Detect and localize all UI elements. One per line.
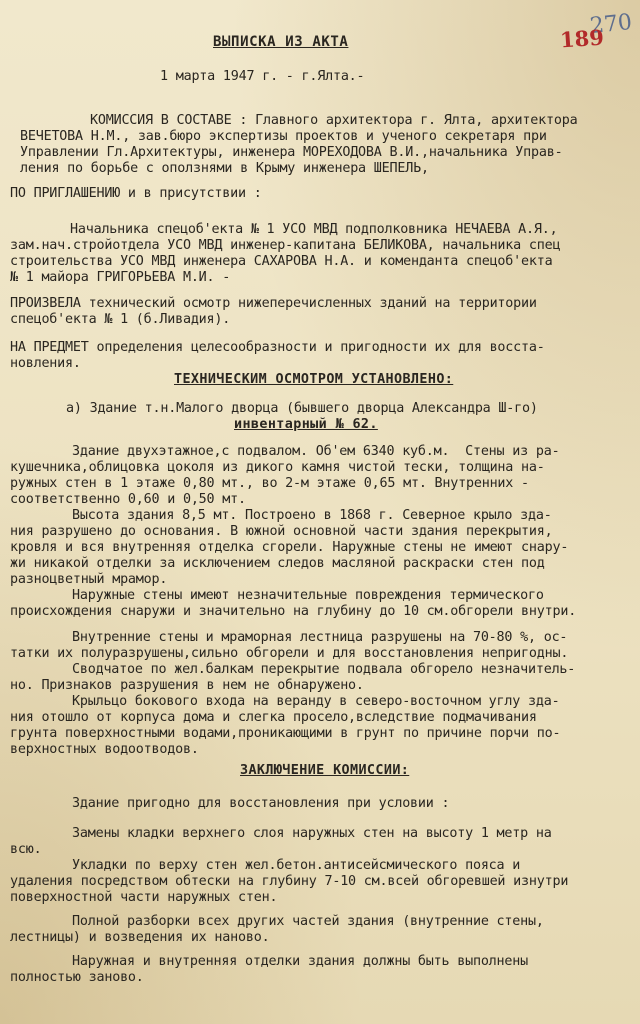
text-line: грунта поверхностными водами,проникающими в грунт по причине порчи по- (10, 726, 561, 741)
document-title: ВЫПИСКА ИЗ АКТА (213, 34, 349, 50)
text-line: Наружная и внутренняя отделки здания должны быть выполнены (72, 954, 528, 969)
text-line: спецоб'екта № 1 (б.Ливадия). (10, 312, 231, 327)
text-line: Здание двухэтажное,с подвалом. Об'ем 6340 куб.м. Стены из ра- (72, 444, 560, 459)
text-line: ния разрушено до основания. В южной основной части здания перекрытия, (10, 524, 553, 539)
text-line: верхностных водоотводов. (10, 742, 199, 757)
text-line: ПРОИЗВЕЛА технический осмотр нижеперечисленных зданий на территории (10, 296, 537, 311)
text-line: строительства УСО МВД инженера САХАРОВА Н.А. и коменданта спецоб'екта (10, 254, 553, 269)
text-line: происхождения снаружи и значительно на глубину до 10 см.обгорели внутри. (10, 604, 577, 619)
text-line: а) Здание т.н.Малого дворца (бывшего дворца Александра Ш-го) (66, 401, 538, 416)
text-line: удаления посредством обтески на глубину 7-10 см.всей обгоревшей изнутри (10, 874, 569, 889)
text-line: Замены кладки верхнего слоя наружных стен на высоту 1 метр на (72, 826, 552, 841)
text-line: ния отошло от корпуса дома и слегка просело,вследствие подмачивания (10, 710, 537, 725)
text-line: зам.нач.стройотдела УСО МВД инженер-капитана БЕЛИКОВА, начальника спец (10, 238, 561, 253)
text-line: ВЕЧЕТОВА Н.М., зав.бюро экспертизы проектов и ученого секретаря при (20, 129, 547, 144)
text-line: ружных стен в 1 этаже 0,80 мт., во 2-м этаже 0,65 мт. Внутренних - (10, 476, 529, 491)
text-line: НА ПРЕДМЕТ определения целесообразности и пригодности их для восста- (10, 340, 545, 355)
text-line: но. Признаков разрушения в нем не обнаружено. (10, 678, 364, 693)
text-line: Здание пригодно для восстановления при условии : (72, 796, 450, 811)
text-line: лестницы) и возведения их наново. (10, 930, 270, 945)
text-line: Сводчатое по жел.балкам перекрытие подвала обгорело незначитель- (72, 662, 576, 677)
text-line: соответственно 0,60 и 0,50 мт. (10, 492, 246, 507)
text-line: № 1 майора ГРИГОРЬЕВА М.И. - (10, 270, 231, 285)
text-line: Полной разборки всех других частей здания (внутренние стены, (72, 914, 544, 929)
folio-stamp: 189 (559, 24, 605, 53)
text-line: ПО ПРИГЛАШЕНИЮ и в присутствии : (10, 186, 262, 201)
section-heading-conclusion: ЗАКЛЮЧЕНИЕ КОМИССИИ: (240, 763, 410, 778)
text-line: КОМИССИЯ В СОСТАВЕ : Главного архитектора г. Ялта, архитектора (90, 113, 578, 128)
text-line: жи никакой отделки за исключением следов масляной раскраски стен под (10, 556, 545, 571)
document-date: 1 марта 1947 г. - г.Ялта.- (160, 69, 365, 84)
text-line: Внутренние стены и мраморная лестница разрушены на 70-80 %, ос- (72, 630, 568, 645)
text-line: кровля и вся внутренняя отделка сгорели. Наружные стены не имеют снару- (10, 540, 569, 555)
text-line: кушечника,облицовка цоколя из дикого камня чистой тески, толщина на- (10, 460, 545, 475)
text-line: всю. (10, 842, 42, 857)
inventory-number: инвентарный № 62. (234, 417, 378, 432)
text-line: ления по борьбе с оползнями в Крыму инженера ШЕПЕЛЬ, (20, 161, 429, 176)
text-line: новления. (10, 356, 81, 371)
text-line: разноцветный мрамор. (10, 572, 168, 587)
text-line: поверхностной части наружных стен. (10, 890, 278, 905)
text-line: полностью заново. (10, 970, 144, 985)
section-heading-findings: ТЕХНИЧЕСКИМ ОСМОТРОМ УСТАНОВЛЕНО: (174, 372, 454, 387)
text-line: татки их полуразрушены,сильно обгорели и для восстановления непригодны. (10, 646, 569, 661)
page-number: 270 (588, 9, 634, 40)
text-line: Наружные стены имеют незначительные повреждения термического (72, 588, 544, 603)
text-line: Начальника спецоб'екта № 1 УСО МВД подполковника НЕЧАЕВА А.Я., (70, 222, 558, 237)
text-line: Крыльцо бокового входа на веранду в северо-восточном углу зда- (72, 694, 560, 709)
text-line: Укладки по верху стен жел.бетон.антисейсмического пояса и (72, 858, 521, 873)
text-line: Высота здания 8,5 мт. Построено в 1868 г. Северное крыло зда- (72, 508, 552, 523)
text-line: Управлении Гл.Архитектуры, инженера МОРЕХОДОВА В.И.,начальника Управ- (20, 145, 563, 160)
